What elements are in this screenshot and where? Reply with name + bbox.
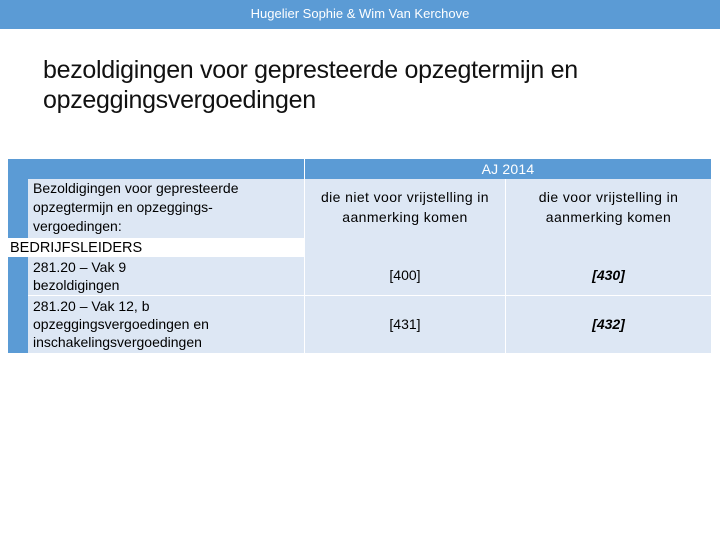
table-header-year-cell bbox=[305, 159, 711, 179]
slide-title: bezoldigingen voor gepresteerde opzegtermijn en opzeggingsvergoedingen bbox=[43, 56, 578, 114]
table-cell bbox=[506, 238, 711, 295]
code-cell: [400] bbox=[389, 267, 421, 283]
table-row bbox=[28, 296, 304, 353]
table-header-corner bbox=[8, 159, 28, 179]
author-header: Hugelier Sophie & Wim Van Kerchove bbox=[250, 6, 470, 21]
table-header-blank bbox=[28, 159, 304, 179]
column-header-cell bbox=[305, 179, 505, 238]
code-cell: [432] bbox=[592, 316, 625, 332]
code-cell: [430] bbox=[592, 267, 625, 283]
group-label: BEDRIJFSLEIDERS bbox=[10, 240, 143, 256]
table-cell bbox=[506, 296, 711, 353]
column-header-cell bbox=[506, 179, 711, 238]
code-cell: [431] bbox=[389, 316, 421, 332]
table-cell bbox=[305, 296, 505, 353]
row-label: 281.20 – Vak 12, b opzeggingsvergoedingen en inschakelingsvergoedingen bbox=[33, 298, 209, 350]
year-header: AJ 2014 bbox=[481, 161, 535, 177]
table-stripe bbox=[8, 179, 28, 238]
table-row bbox=[28, 257, 304, 295]
section-title-cell bbox=[28, 179, 304, 238]
top-bar bbox=[0, 0, 720, 29]
column-header-exempt: die voor vrijstelling in aanmerking komen bbox=[538, 189, 679, 225]
section-title: Bezoldigingen voor gepresteerde opzegtermijn en opzeggings-vergoedingen: bbox=[33, 180, 239, 234]
table-cell bbox=[305, 238, 505, 295]
column-header-not-exempt: die niet voor vrijstelling in aanmerking komen bbox=[320, 189, 489, 225]
table-stripe bbox=[8, 257, 28, 353]
row-label: 281.20 – Vak 9 bezoldigingen bbox=[33, 259, 127, 293]
